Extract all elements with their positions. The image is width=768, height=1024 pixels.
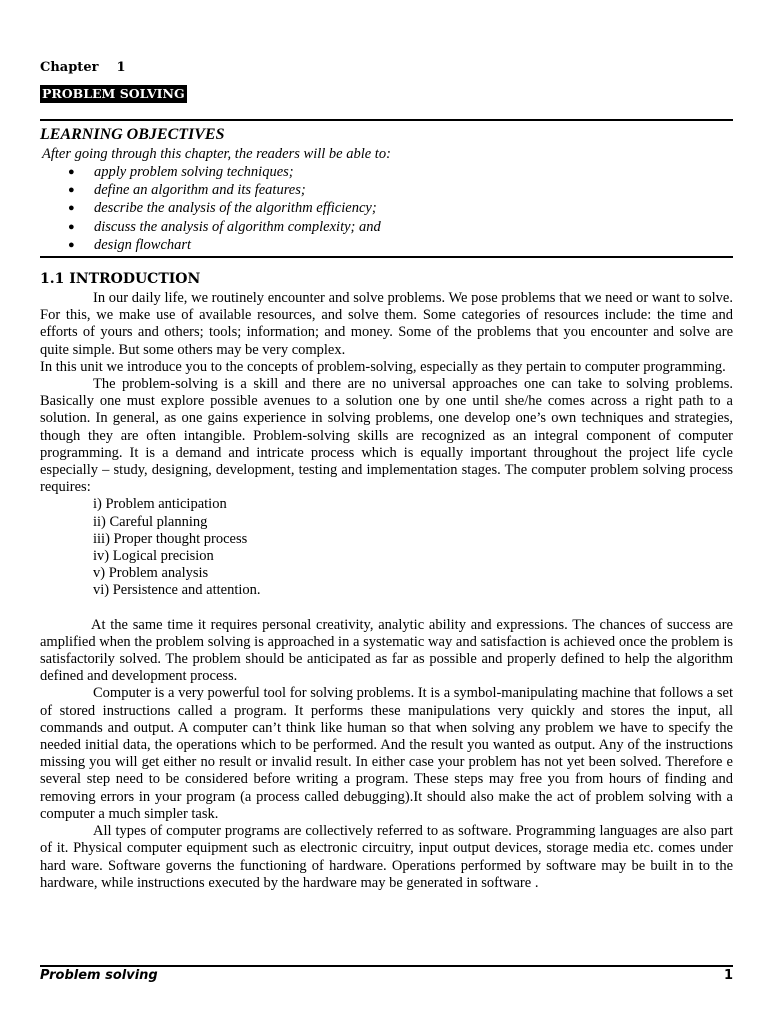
bullet-icon: ● <box>68 238 75 251</box>
section-heading: 1.1 INTRODUCTION <box>40 271 201 287</box>
objective-item: ● apply problem solving techniques; <box>68 164 294 180</box>
bullet-icon: ● <box>68 202 75 215</box>
objectives-intro: After going through this chapter, the readers will be able to: <box>42 146 391 162</box>
list-item: vi) Persistence and attention. <box>93 582 261 599</box>
requirements-list <box>40 496 733 599</box>
objective-item: ● discuss the analysis of algorithm complexity; and <box>68 218 381 235</box>
section-body <box>40 290 733 892</box>
paragraph: In this unit we introduce you to the concepts of problem-solving, especially as they pertain to computer programming. <box>40 358 726 375</box>
paragraph: In our daily life, we routinely encounter and solve problems. We pose problems that we need or want to solve. For this, we make use of available resources, and solve them. Some categories of resources include: the time and efforts of yours and others; tools; information; and money. Some of the problems that you encounter and solve are quite simple. But some others may be very complex. <box>40 290 733 358</box>
list-item: v) Problem analysis <box>93 565 209 582</box>
footer-title: Problem solving <box>40 968 158 983</box>
paragraph: Computer is a very powerful tool for solving problems. It is a symbol-manipulating machine that follows a set of stored instructions called a program. It performs these manipulations very quickly and stores the input, all commands and output. A computer can’t think like human so that when solving any problem we have to specify the needed initial data, the operations which to be performed. And the result you wanted as output. Any of the instructions missing you will get either no result or invalid result. In either case your problem has not yet been solved. Therefore e several step need to be considered before writing a program. These steps may free you from hours of finding and removing errors in your program (a process called debugging).It should also make the act of problem solving with a computer a much simpler task. <box>40 685 733 822</box>
chapter-title: PROBLEM SOLVING <box>42 86 185 101</box>
paragraph: At the same time it requires personal creativity, analytic ability and expressions. The chances of success are amplified when the problem solving is approached in a systematic way and satisfaction is achieved once the problem is satisfactorily solved. The problem should be anticipated as far as possible and properly defined to help the algorithm defined and development process. <box>40 616 733 685</box>
objective-item: ● design flowchart <box>68 236 192 253</box>
objective-item: ● describe the analysis of the algorithm efficiency; <box>68 200 377 217</box>
objective-item: ● define an algorithm and its features; <box>68 182 306 199</box>
chapter-label: Chapter 1 <box>40 60 126 75</box>
footer-divider <box>40 965 733 967</box>
list-item: iv) Logical precision <box>93 548 214 565</box>
bullet-icon: ● <box>68 220 75 233</box>
objectives-list <box>68 163 381 254</box>
top-divider <box>40 119 733 121</box>
objectives-heading: LEARNING OBJECTIVES <box>40 126 225 143</box>
paragraph: The problem-solving is a skill and there are no universal approaches one can take to solving problems. Basically one must explore possible avenues to a solution one by one until she/he comes across a right path to a solution. In general, as one gains experience in solving problems, one develop one’s own techniques and strategies, though they are often intangible. Problem-solving skills are recognized as an integral component of computer programming. It is a demand and intricate process which is equally important throughout the project life cycle especially – study, designing, development, testing and implementation stages. The computer problem solving process requires: <box>40 376 733 496</box>
bullet-icon: ● <box>68 166 75 178</box>
bullet-icon: ● <box>68 184 75 197</box>
list-item: ii) Careful planning <box>93 513 208 530</box>
list-item: i) Problem anticipation <box>93 496 227 513</box>
page-number: 1 <box>723 968 733 983</box>
list-item: iii) Proper thought process <box>93 530 248 547</box>
paragraph: All types of computer programs are collectively referred to as software. Programming languages are also part of it. Physical computer equipment such as electronic circuitry, input output devices, storage media etc. comes under hard ware. Software governs the functioning of hardware. Operations performed by software may be built in to the hardware, while instructions executed by the hardware may be generated in software . <box>40 823 733 891</box>
objectives-divider <box>40 256 733 258</box>
